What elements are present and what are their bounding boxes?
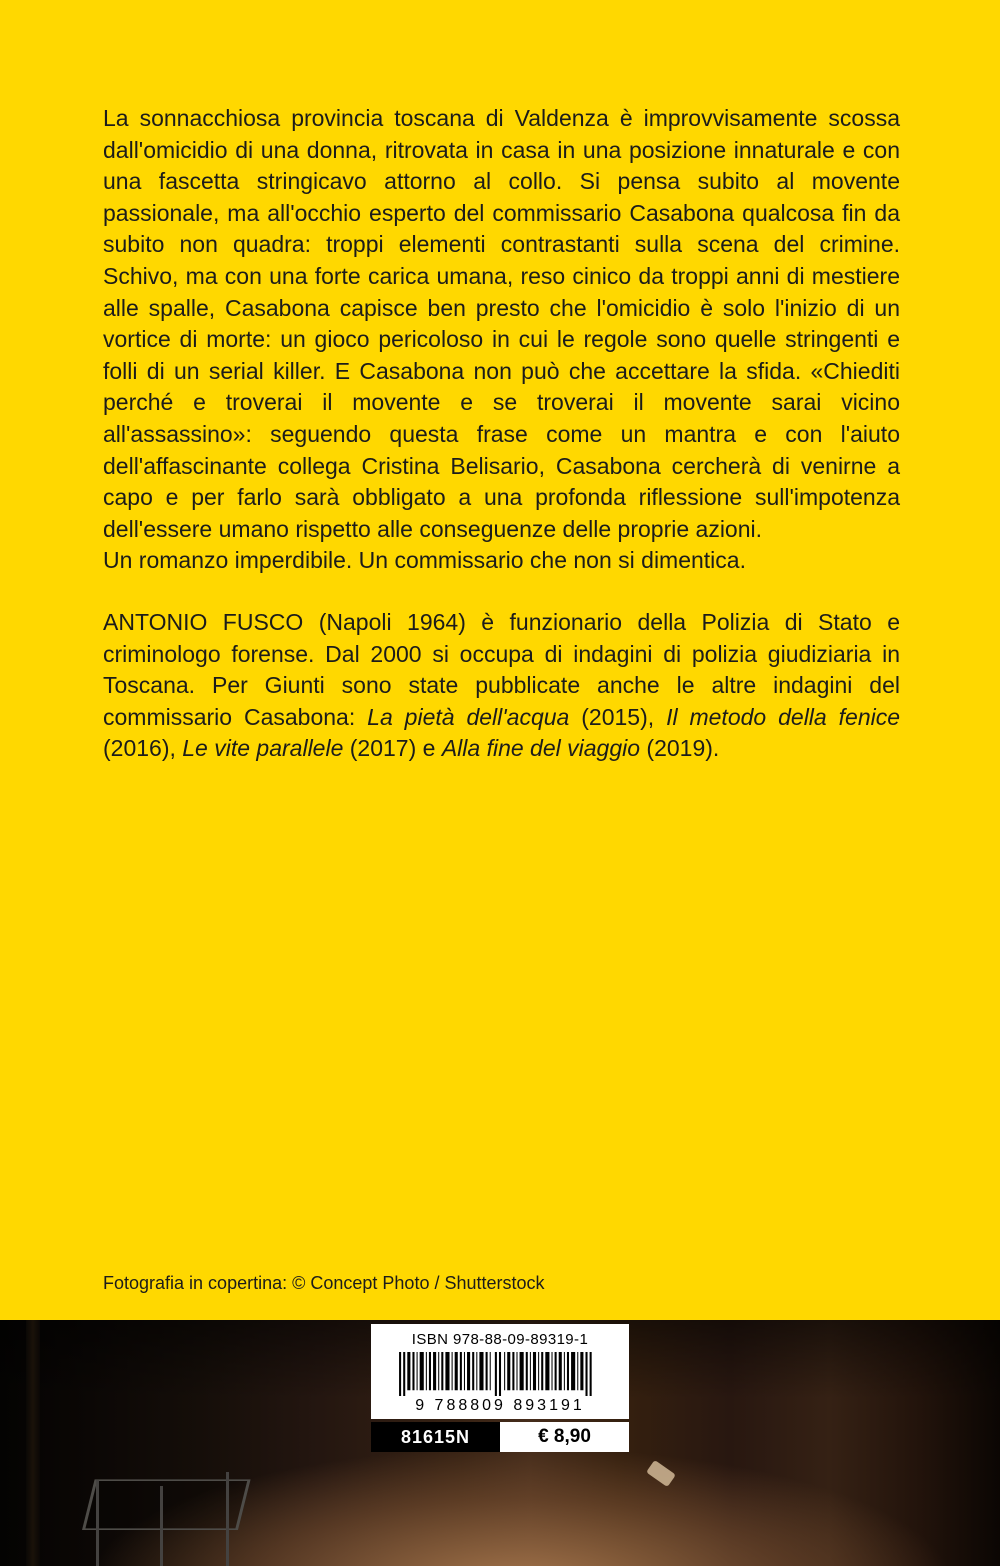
edition-price-row (371, 1422, 629, 1452)
cover-photo-strip (0, 1320, 1000, 1566)
barcode-number: 9 788809 893191 (415, 1397, 585, 1414)
book-title: Il metodo della fenice (666, 703, 901, 730)
book-title: Alla fine del viaggio (441, 735, 641, 762)
synopsis-closing: Un romanzo imperdibile. Un commissario che non si dimentica. (103, 547, 746, 574)
book-title: La pietà dell'acqua (367, 703, 570, 730)
metal-frame-leg (226, 1472, 229, 1566)
bio-text: (2015), (569, 703, 667, 730)
author-bio (103, 607, 900, 765)
bio-text: (2016), (103, 735, 183, 762)
photo-credit: Fotografia in copertina: © Concept Photo / Shutterstock (103, 1273, 545, 1293)
isbn-label: ISBN 978-88-09-89319-1 (411, 1331, 589, 1348)
barcode-graphic (397, 1352, 603, 1396)
author-name: ANTONIO FUSCO (103, 608, 304, 635)
bio-text: (2019). (640, 735, 720, 762)
isbn-box (371, 1324, 629, 1419)
book-title: parallele (256, 735, 344, 762)
bio-text: (2017) e (343, 735, 442, 762)
price-tag: € 8,90 (500, 1422, 629, 1452)
synopsis-text: La sonnacchiosa provincia toscana di Valdenza è improvvisamente scossa dall'omicidio di una donna, ritrovata in casa in una posizione innaturale e con una fascetta stringicavo attorno al collo. Si pensa subito al movente passionale, ma all'occhio esperto del commissario Casabona qualcosa fin da subito non quadra: troppi elementi contrastanti sulla scena del crimine. Schivo, ma con una forte carica umana, reso cinico da troppi anni di mestiere alle spalle, Casabona capisce ben presto che l'omicidio è solo l'inizio di un vortice di morte: un gioco pericoloso in cui le regole sono quelle stringenti e folli di un serial killer. E Casabona non può che accettare la sfida. «Chiediti perché e troverai il movente e se troverai il movente sarai vicino all'assassino»: seguendo questa frase come un mantra e con l'aiuto dell'affascinante collega Cristina Belisario, Casabona cercherà di venirne a capo e per farlo sarà obbligato a una profonda riflessione sull'impotenza dell'essere umano rispetto alle conseguenze delle proprie azioni. (103, 105, 900, 542)
edition-code: 81615N (371, 1422, 500, 1452)
book-title: Le vite (182, 735, 251, 762)
bio-text: (Napoli 1964) è funzionario della Polizia di Stato e criminologo forense. Dal 2000 si occupa di indagini di polizia giudiziaria in Toscana. Per Giunti sono state pubblicate anche le altre indagini del commissario Casabona: (103, 608, 900, 730)
paper-scrap-shape (646, 1460, 676, 1487)
metal-frame-leg (96, 1480, 99, 1566)
metal-frame-leg (160, 1486, 163, 1566)
drainpipe-shape (26, 1320, 40, 1566)
isbn-panel (371, 1324, 629, 1452)
